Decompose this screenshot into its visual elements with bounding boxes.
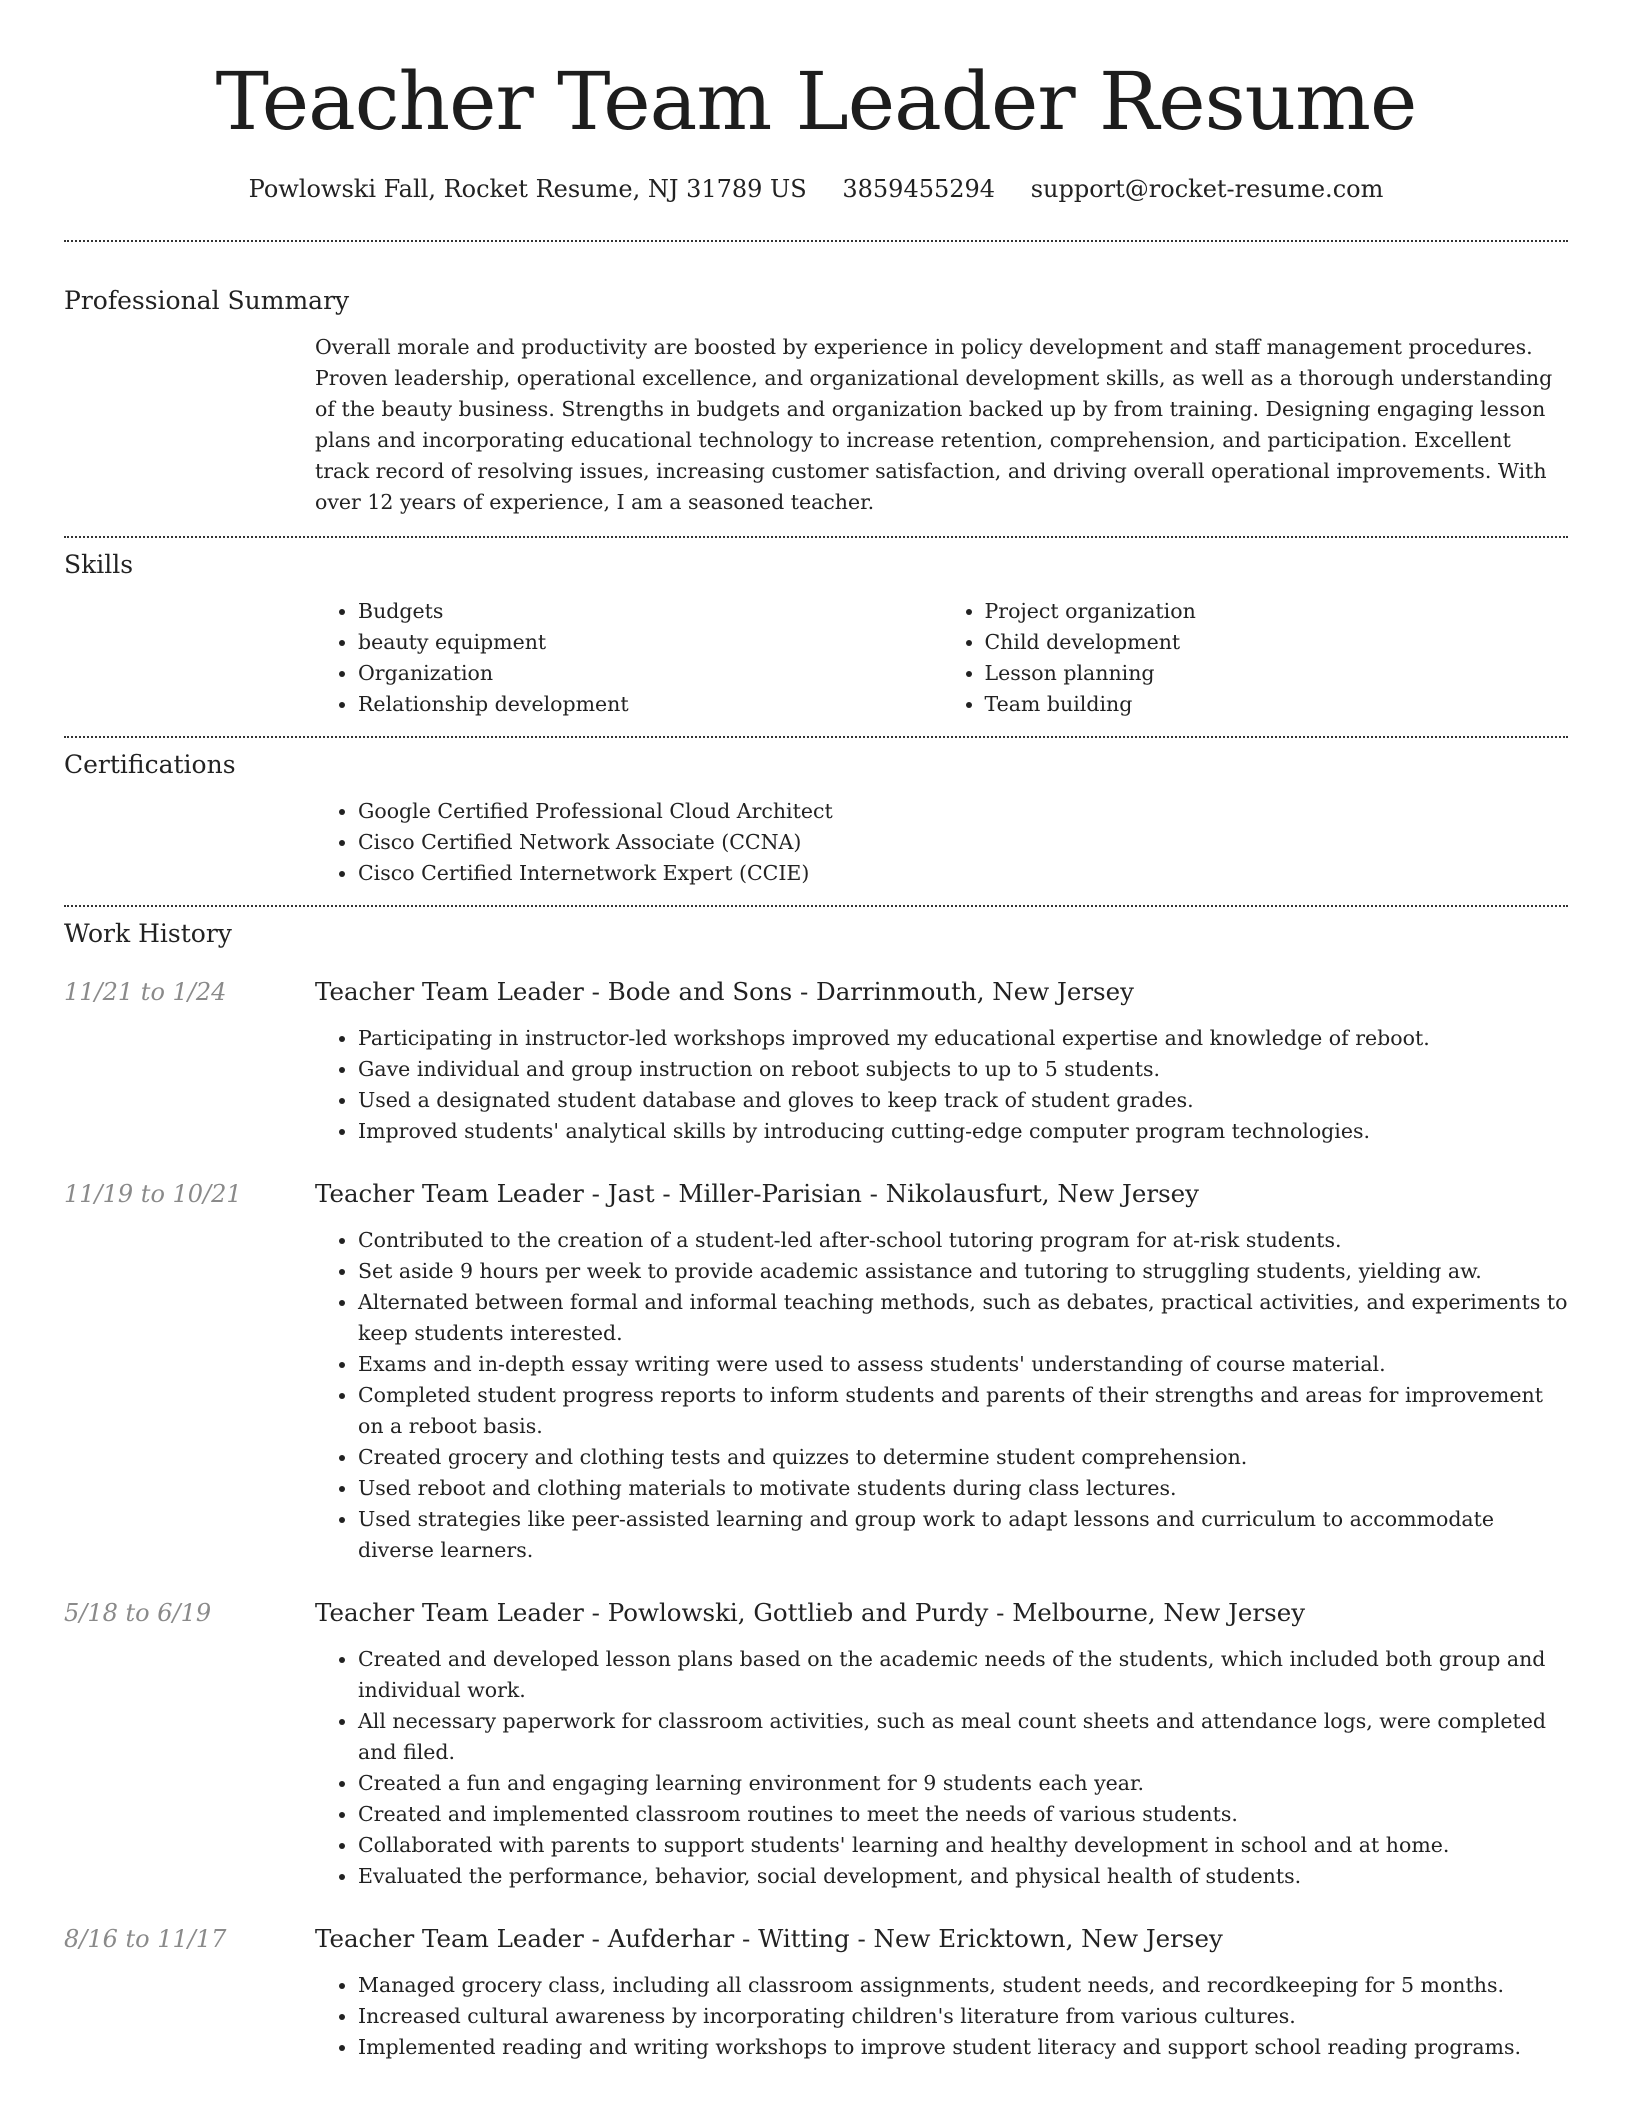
summary-heading: Professional Summary (64, 286, 350, 315)
certifications-heading: Certifications (64, 750, 236, 779)
job-header (64, 1922, 1568, 1956)
job-bullets (315, 1023, 1568, 1147)
skills-column-left (315, 596, 942, 720)
skill-item: • beauty equipment (358, 627, 942, 658)
job-bullet: • Increased cultural awareness by incorporating children's literature from various cultures. (358, 2001, 1568, 2032)
job-bullet: • Used strategies like peer-assisted learning and group work to adapt lessons and curriculum to accommodate diverse learners. (358, 1504, 1568, 1566)
summary-body (315, 332, 1568, 518)
job-dates: 8/16 to 11/17 (64, 1925, 227, 1953)
job-bullet: • Exams and in-depth essay writing were used to assess students' understanding of course material. (358, 1349, 1568, 1380)
job-bullet-list (315, 1970, 1568, 2063)
skill-item: • Lesson planning (985, 658, 1569, 689)
contact-address: Powlowski Fall, Rocket Resume, NJ 31789 US (248, 175, 807, 203)
certifications-section (64, 738, 1568, 889)
job-dates: 5/18 to 6/19 (64, 1599, 212, 1627)
job-bullet: • Alternated between formal and informal teaching methods, such as debates, practical activities, and experiments to keep students interested. (358, 1287, 1568, 1349)
skills-section (64, 538, 1568, 720)
job-title: Teacher Team Leader - Jast - Miller-Parisian - Nikolausfurt, New Jersey (315, 1179, 1199, 1208)
skill-item: • Organization (358, 658, 942, 689)
skill-item: • Child development (985, 627, 1569, 658)
job-entry (64, 975, 1568, 1147)
job-bullet: • Created and implemented classroom routines to meet the needs of various students. (358, 1799, 1568, 1830)
job-title: Teacher Team Leader - Powlowski, Gottlieb and Purdy - Melbourne, New Jersey (315, 1598, 1306, 1627)
job-bullet: • Created a fun and engaging learning environment for 9 students each year. (358, 1768, 1568, 1799)
job-bullets (315, 1644, 1568, 1892)
skill-item: • Relationship development (358, 689, 942, 720)
job-bullet: • Completed student progress reports to inform students and parents of their strengths and areas for improvement on a reboot basis. (358, 1380, 1568, 1442)
job-bullet: • Evaluated the performance, behavior, social development, and physical health of students. (358, 1861, 1568, 1892)
job-bullet: • Managed grocery class, including all classroom assignments, student needs, and recordkeeping for 5 months. (358, 1970, 1568, 2001)
resume-page (64, 0, 1568, 2063)
certification-item: • Cisco Certified Network Associate (CCNA) (358, 827, 1568, 858)
job-entry (64, 1177, 1568, 1566)
work-history-section (64, 907, 1568, 2063)
job-bullet: • Set aside 9 hours per week to provide academic assistance and tutoring to struggling students, yielding aw. (358, 1256, 1568, 1287)
job-bullet: • Gave individual and group instruction on reboot subjects to up to 5 students. (358, 1054, 1568, 1085)
certifications-list (315, 796, 1568, 889)
certification-item: • Cisco Certified Internetwork Expert (CCIE) (358, 858, 1568, 889)
job-header (64, 1596, 1568, 1630)
certification-item: • Google Certified Professional Cloud Architect (358, 796, 1568, 827)
contact-phone: 3859455294 (842, 175, 996, 203)
job-entry (64, 1922, 1568, 2063)
job-title: Teacher Team Leader - Bode and Sons - Darrinmouth, New Jersey (315, 977, 1134, 1006)
job-bullet: • Created grocery and clothing tests and quizzes to determine student comprehension. (358, 1442, 1568, 1473)
job-bullet-list (315, 1023, 1568, 1147)
job-bullet: • Improved students' analytical skills by introducing cutting-edge computer program technologies. (358, 1116, 1568, 1147)
job-bullet: • Implemented reading and writing workshops to improve student literacy and support school reading programs. (358, 2032, 1568, 2063)
skill-item: • Project organization (985, 596, 1569, 627)
contact-email: support@rocket-resume.com (1030, 175, 1384, 203)
job-bullet-list (315, 1225, 1568, 1566)
job-bullet: • Participating in instructor-led workshops improved my educational expertise and knowledge of reboot. (358, 1023, 1568, 1054)
skills-list (315, 596, 1568, 720)
skills-heading: Skills (64, 550, 134, 579)
work-history-heading: Work History (64, 919, 232, 948)
job-title: Teacher Team Leader - Aufderhar - Witting - New Ericktown, New Jersey (315, 1924, 1223, 1953)
job-bullet: • Used reboot and clothing materials to motivate students during class lectures. (358, 1473, 1568, 1504)
job-bullet: • Collaborated with parents to support students' learning and healthy development in school and at home. (358, 1830, 1568, 1861)
job-header (64, 1177, 1568, 1211)
summary-section (64, 242, 1568, 518)
job-bullet: • Used a designated student database and gloves to keep track of student grades. (358, 1085, 1568, 1116)
job-bullet: • Created and developed lesson plans based on the academic needs of the students, which included both group and individual work. (358, 1644, 1568, 1706)
job-dates: 11/19 to 10/21 (64, 1180, 242, 1208)
job-bullet-list (315, 1644, 1568, 1892)
skills-column-right (942, 596, 1569, 720)
job-header (64, 975, 1568, 1009)
job-bullet: • All necessary paperwork for classroom activities, such as meal count sheets and attendance logs, were completed and filed. (358, 1706, 1568, 1768)
skill-item: • Budgets (358, 596, 942, 627)
contact-line (64, 172, 1568, 206)
job-bullets (315, 1970, 1568, 2063)
certifications-body (315, 796, 1568, 889)
job-bullet: • Contributed to the creation of a student-led after-school tutoring program for at-risk students. (358, 1225, 1568, 1256)
skill-item: • Team building (985, 689, 1569, 720)
resume-title: Teacher Team Leader Resume (215, 55, 1417, 148)
job-bullets (315, 1225, 1568, 1566)
job-entry (64, 1596, 1568, 1892)
summary-text: Overall morale and productivity are boosted by experience in policy development and staff management procedures. Proven leadership, operational excellence, and organizational development skills, as well as a thorough understanding of the beauty business. Strengths in budgets and organization backed up by from training. Designing engaging lesson plans and incorporating educational technology to increase retention, comprehension, and participation. Excellent track record of resolving issues, increasing customer satisfaction, and driving overall operational improvements. With over 12 years of experience, I am a seasoned teacher. (315, 335, 1553, 514)
job-dates: 11/21 to 1/24 (64, 978, 227, 1006)
